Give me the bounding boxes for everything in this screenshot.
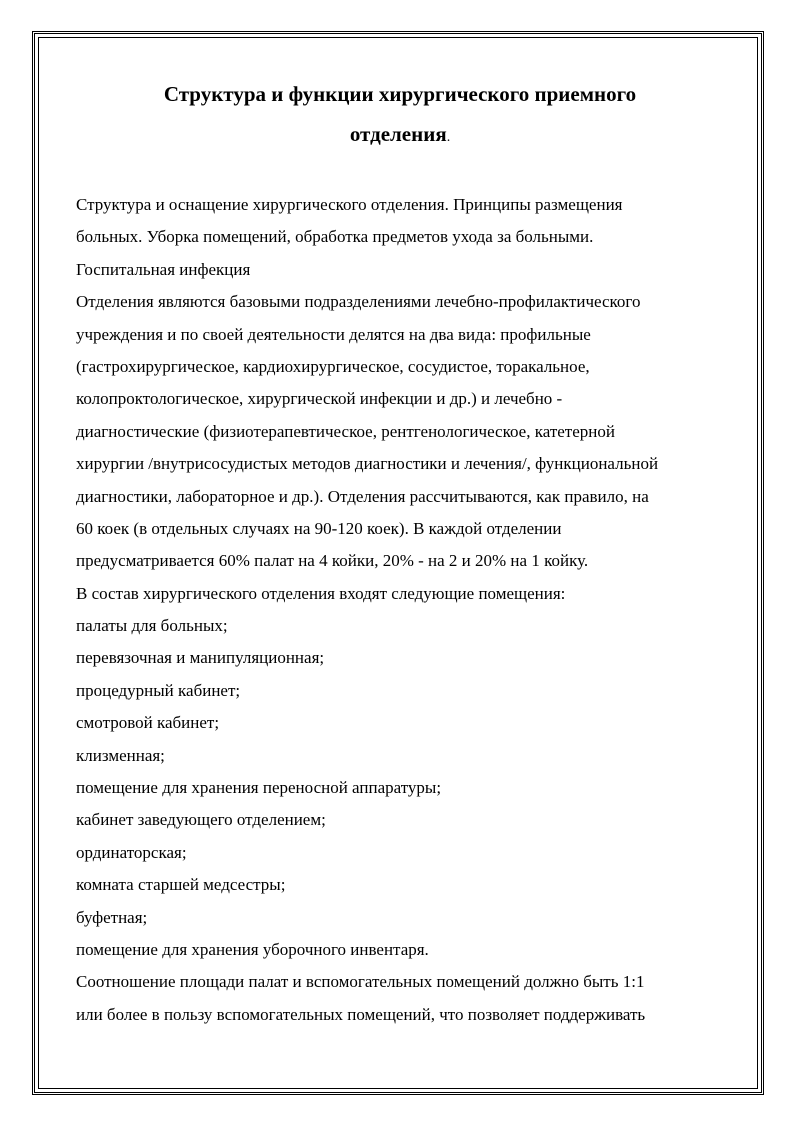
text-line: 60 коек (в отдельных случаях на 90-120 коек). В каждой отделении	[76, 518, 562, 538]
list-item: смотровой кабинет;	[76, 713, 220, 733]
title-line-1: Структура и функции хирургического приемного	[163, 82, 637, 106]
text-line: Отделения являются базовыми подразделениями лечебно-профилактического	[76, 292, 641, 312]
list-item: буфетная;	[76, 907, 148, 927]
title-period: .	[446, 130, 451, 145]
text-line: больных. Уборка помещений, обработка предметов ухода за больными.	[76, 227, 594, 247]
list-item: помещение для хранения уборочного инвентаря.	[76, 939, 429, 959]
text-line: (гастрохирургическое, кардиохирургическое, сосудистое, торакальное,	[76, 356, 590, 376]
text-line: или более в пользу вспомогательных помещений, что позволяет поддерживать	[76, 1004, 646, 1024]
list-item: процедурный кабинет;	[76, 680, 241, 700]
document-body	[76, 189, 736, 1031]
text-line: колопроктологическое, хирургической инфекции и др.) и лечебно -	[76, 389, 563, 409]
text-line: диагностические (физиотерапевтическое, рентгенологическое, катетерной	[76, 421, 615, 441]
text-line: Госпитальная инфекция	[76, 259, 251, 279]
list-item: палаты для больных;	[76, 616, 228, 636]
list-item: комната старшей медсестры;	[76, 875, 286, 895]
list-item: перевязочная и манипуляционная;	[76, 648, 325, 668]
text-line: диагностики, лабораторное и др.). Отделения рассчитываются, как правило, на	[76, 486, 649, 506]
text-line: Соотношение площади палат и вспомогательных помещений должно быть 1:1	[76, 972, 645, 992]
text-line: В состав хирургического отделения входят следующие помещения:	[76, 583, 566, 603]
title-line-2: отделения	[349, 122, 447, 146]
document-title	[60, 74, 740, 158]
list-item: ординаторская;	[76, 842, 187, 862]
list-item: клизменная;	[76, 745, 165, 765]
list-item: помещение для хранения переносной аппаратуры;	[76, 778, 442, 798]
text-line: хирургии /внутрисосудистых методов диагностики и лечения/, функциональной	[76, 454, 659, 474]
text-line: предусматривается 60% палат на 4 койки, 20% - на 2 и 20% на 1 койку.	[76, 551, 589, 571]
list-item: кабинет заведующего отделением;	[76, 810, 326, 830]
text-line: Структура и оснащение хирургического отделения. Принципы размещения	[76, 195, 623, 214]
text-line: учреждения и по своей деятельности делятся на два вида: профильные	[76, 324, 591, 344]
